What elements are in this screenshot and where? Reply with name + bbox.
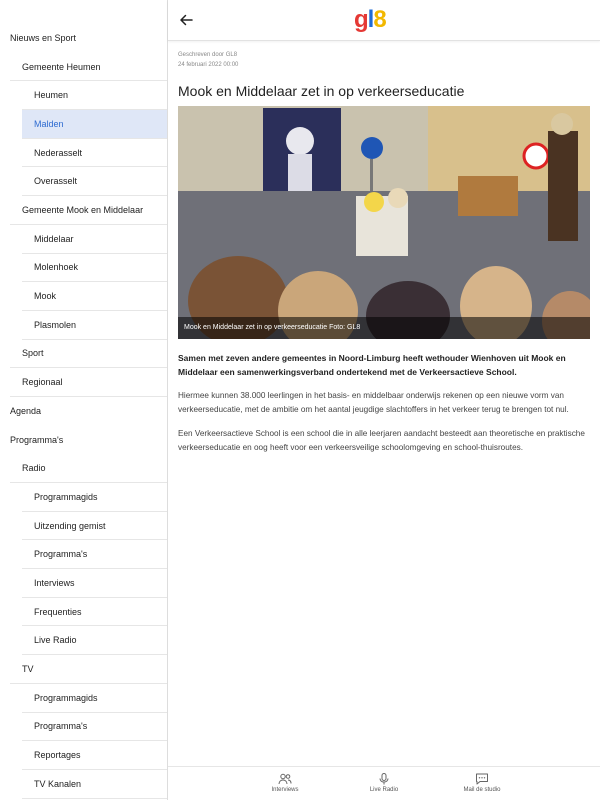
sidebar-item-gemeente-mook-en-middelaar[interactable] [10,196,167,225]
sidebar-item-label: Programma's [10,434,64,445]
sidebar-item-middelaar[interactable] [22,225,167,254]
sidebar-item-label: Radio [22,463,46,474]
sidebar-item-nederasselt[interactable] [22,139,167,168]
bottom-nav-live-radio[interactable] [349,773,419,793]
sidebar-item-tv[interactable] [10,655,167,684]
sidebar-item-mook[interactable] [22,282,167,311]
sidebar-item-label: Programmagids [34,692,98,703]
sidebar-item-overasselt[interactable] [22,167,167,196]
sidebar-item-tv-kanalen[interactable] [22,770,167,799]
article-title: Mook en Middelaar zet in op verkeerseducatie [178,83,465,99]
sidebar-item-label: Nederasselt [34,147,83,158]
microphone-icon [377,773,391,785]
bottom-nav-label: Live Radio [369,787,399,793]
people-icon [278,773,292,785]
sidebar-item-uitzending-gemist[interactable] [22,512,167,541]
sidebar-item-label: Agenda [10,406,42,417]
bottom-nav [168,766,600,800]
gl8-logo[interactable] [354,6,386,34]
sidebar-item-label: Programma's [34,721,88,732]
bottom-nav-label: Mail de studio [463,787,501,793]
sidebar-item-live-radio[interactable] [22,626,167,655]
sidebar-item-label: Interviews [34,577,75,588]
back-button[interactable] [176,10,196,30]
article-paragraph: Een Verkeersactieve School is een school die in alle leerjaren aandacht besteedt aan theoretische en praktische verkeerseducatie en oog heeft voor een verkeersveilige schoolomgeving en school-thuisroutes. [178,429,585,452]
article-author: Geschreven door GL8 [178,52,238,58]
sidebar-item-label: Malden [34,118,64,129]
article-paragraph: Hiermee kunnen 38.000 leerlingen in het basis- en middelbaar onderwijs rekenen op een nieuwe vorm van verkeerseducatie, met de ambitie om het aantal jeugdige slachtoffers in het verkeer terug te brengen tot nul. [178,391,569,414]
sidebar-item-label: Programmagids [34,491,98,502]
sidebar-item-label: Live Radio [34,635,77,646]
logo-letter-g: g [354,6,368,33]
sidebar-item-radio[interactable] [10,454,167,483]
sidebar-item-programma-s[interactable] [0,426,167,455]
classroom-photo [178,106,590,339]
sidebar-item-molenhoek[interactable] [22,254,167,283]
sidebar-item-nieuws-en-sport[interactable] [0,24,167,53]
sidebar-nav [0,0,168,800]
sidebar-item-label: Molenhoek [34,262,79,273]
sidebar-item-agenda[interactable] [0,397,167,426]
sidebar-item-label: TV Kanalen [34,778,82,789]
sidebar-item-malden[interactable] [22,110,167,139]
sidebar-item-label: Overasselt [34,176,78,187]
sidebar-item-programma-s[interactable] [22,713,167,742]
top-bar [168,0,600,41]
article-lead: Samen met zeven andere gemeentes in Noord-Limburg heeft wethouder Wienhoven uit Mook en Middelaar een samenwerkingsverband ondertekend met de Verkeersactieve School. [178,353,566,377]
sidebar-item-label: Mook [34,291,57,302]
sidebar-item-label: Heumen [34,90,69,101]
sidebar-item-label: Nieuws en Sport [10,33,77,44]
sidebar-item-programmagids[interactable] [22,684,167,713]
sidebar-item-gemeente-heumen[interactable] [10,53,167,82]
chat-icon [475,773,489,785]
sidebar-item-label: Frequenties [34,606,82,617]
logo-digit-8: 8 [373,6,386,33]
sidebar-item-label: Reportages [34,750,81,761]
article-image[interactable] [178,106,590,339]
sidebar-item-label: Programma's [34,549,88,560]
sidebar-item-interviews[interactable] [22,569,167,598]
logo-letter-l: l [367,6,374,33]
sidebar-item-label: Gemeente Mook en Middelaar [22,204,144,215]
bottom-nav-label: Interviews [271,787,299,793]
sidebar-item-regionaal[interactable] [10,368,167,397]
article [178,50,590,455]
sidebar-item-frequenties[interactable] [22,598,167,627]
sidebar-item-label: Sport [22,348,44,359]
arrow-left-icon [179,13,193,27]
article-date: 24 februari 2022 00:00 [178,62,239,68]
sidebar-item-label: Regionaal [22,377,63,388]
bottom-nav-interviews[interactable] [250,773,320,793]
sidebar-item-heumen[interactable] [22,81,167,110]
sidebar-item-plasmolen[interactable] [22,311,167,340]
sidebar-item-reportages[interactable] [22,741,167,770]
image-caption: Mook en Middelaar zet in op verkeerseducatie Foto: GL8 [178,317,590,339]
sidebar-item-label: TV [22,663,34,674]
sidebar-item-label: Gemeente Heumen [22,61,101,72]
sidebar-item-label: Uitzending gemist [34,520,106,531]
sidebar-item-label: Plasmolen [34,319,77,330]
sidebar-item-programma-s[interactable] [22,540,167,569]
sidebar-item-programmagids[interactable] [22,483,167,512]
sidebar-item-sport[interactable] [10,340,167,369]
bottom-nav-mail-studio[interactable] [447,773,517,793]
sidebar-item-label: Middelaar [34,233,74,244]
